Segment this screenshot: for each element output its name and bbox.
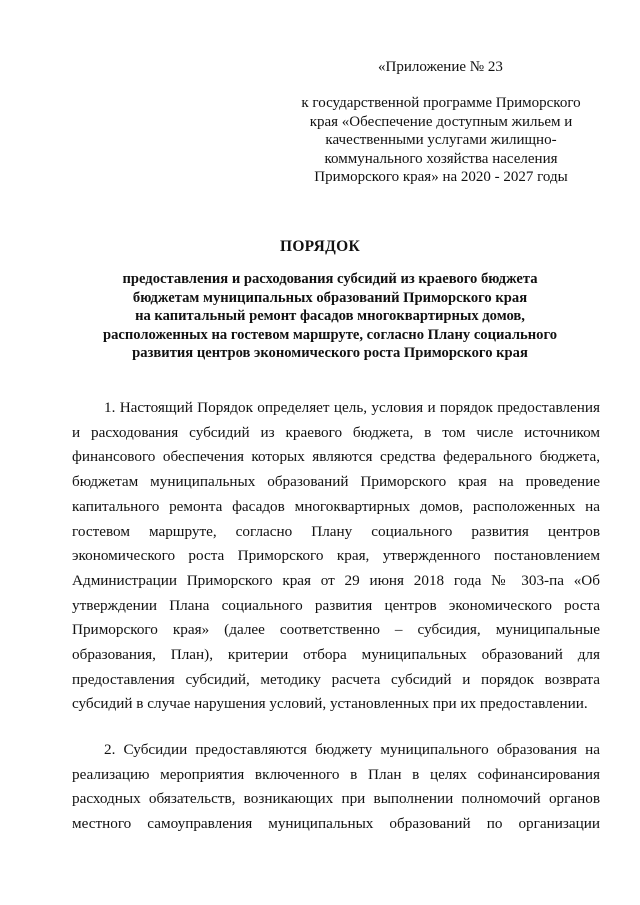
appendix-line: края «Обеспечение доступным жильем и [309, 113, 573, 130]
subheading-line: на капитальный ремонт фасадов многоквартирных домов, [135, 308, 525, 324]
paragraph-line: 1. Настоящий Порядок определяет цель, условия и порядок предоставления [104, 399, 600, 416]
document-heading: ПОРЯДОК [279, 238, 361, 255]
subheading-line: развития центров экономического роста Приморского края [132, 345, 528, 361]
paragraph-line: 2. Субсидии предоставляются бюджету муниципального образования на [104, 741, 600, 758]
paragraph-2 [72, 738, 600, 837]
appendix-line: качественными услугами жилищно- [325, 132, 557, 148]
appendix-title: «Приложение № 23 [378, 59, 503, 75]
subheading-line: бюджетам муниципальных образований Приморского края [132, 289, 528, 306]
appendix-caption [292, 94, 590, 187]
paragraph-line: расходных обязательств, возникающих при выполнении полномочий органов [72, 790, 600, 808]
paragraph-line: местного самоуправления муниципальных образований по организации [72, 815, 600, 833]
paragraph-line: предоставления субсидий, методику расчета субсидий и порядок возврата [72, 670, 600, 688]
subheading-line: расположенных на гостевом маршруте, согласно Плану социального [102, 326, 558, 343]
paragraph-line: утверждении Плана социального развития центров экономического роста [72, 596, 600, 614]
document-subheading [60, 270, 600, 363]
appendix-line: коммунального хозяйства населения [324, 150, 558, 167]
paragraph-line: финансового обеспечения которых являются средства федерального бюджета, [72, 448, 600, 466]
subheading-line: предоставления и расходования субсидий из краевого бюджета [122, 271, 538, 287]
paragraph-line: субсидий в случае нарушения условий, установленных при их предоставлении. [72, 695, 588, 713]
paragraph-line: бюджетам муниципальных образований Приморского края на проведение [72, 473, 600, 491]
appendix-line: к государственной программе Приморского [301, 95, 581, 111]
paragraph-line: экономического роста Приморского края, утвержденного постановлением [72, 547, 600, 565]
paragraph-1 [72, 396, 600, 717]
appendix-line: Приморского края» на 2020 - 2027 годы [314, 169, 568, 185]
paragraph-line: образования, План), критерии отбора муниципальных образований для [72, 646, 600, 664]
paragraph-line: реализацию мероприятия включенного в План в целях софинансирования [72, 765, 600, 783]
paragraph-line: Приморского края» (далее соответственно – субсидия, муниципальные [72, 621, 600, 639]
paragraph-line: гостевом маршруте, согласно Плану социального развития центров [72, 522, 600, 540]
paragraph-line: Администрации Приморского края от 29 июня 2018 года № 303-па «Об [72, 571, 600, 589]
paragraph-line: и расходования субсидий из краевого бюджета, в том числе источником [72, 423, 600, 441]
paragraph-line: капитального ремонта фасадов многоквартирных домов, расположенных на [72, 497, 600, 515]
